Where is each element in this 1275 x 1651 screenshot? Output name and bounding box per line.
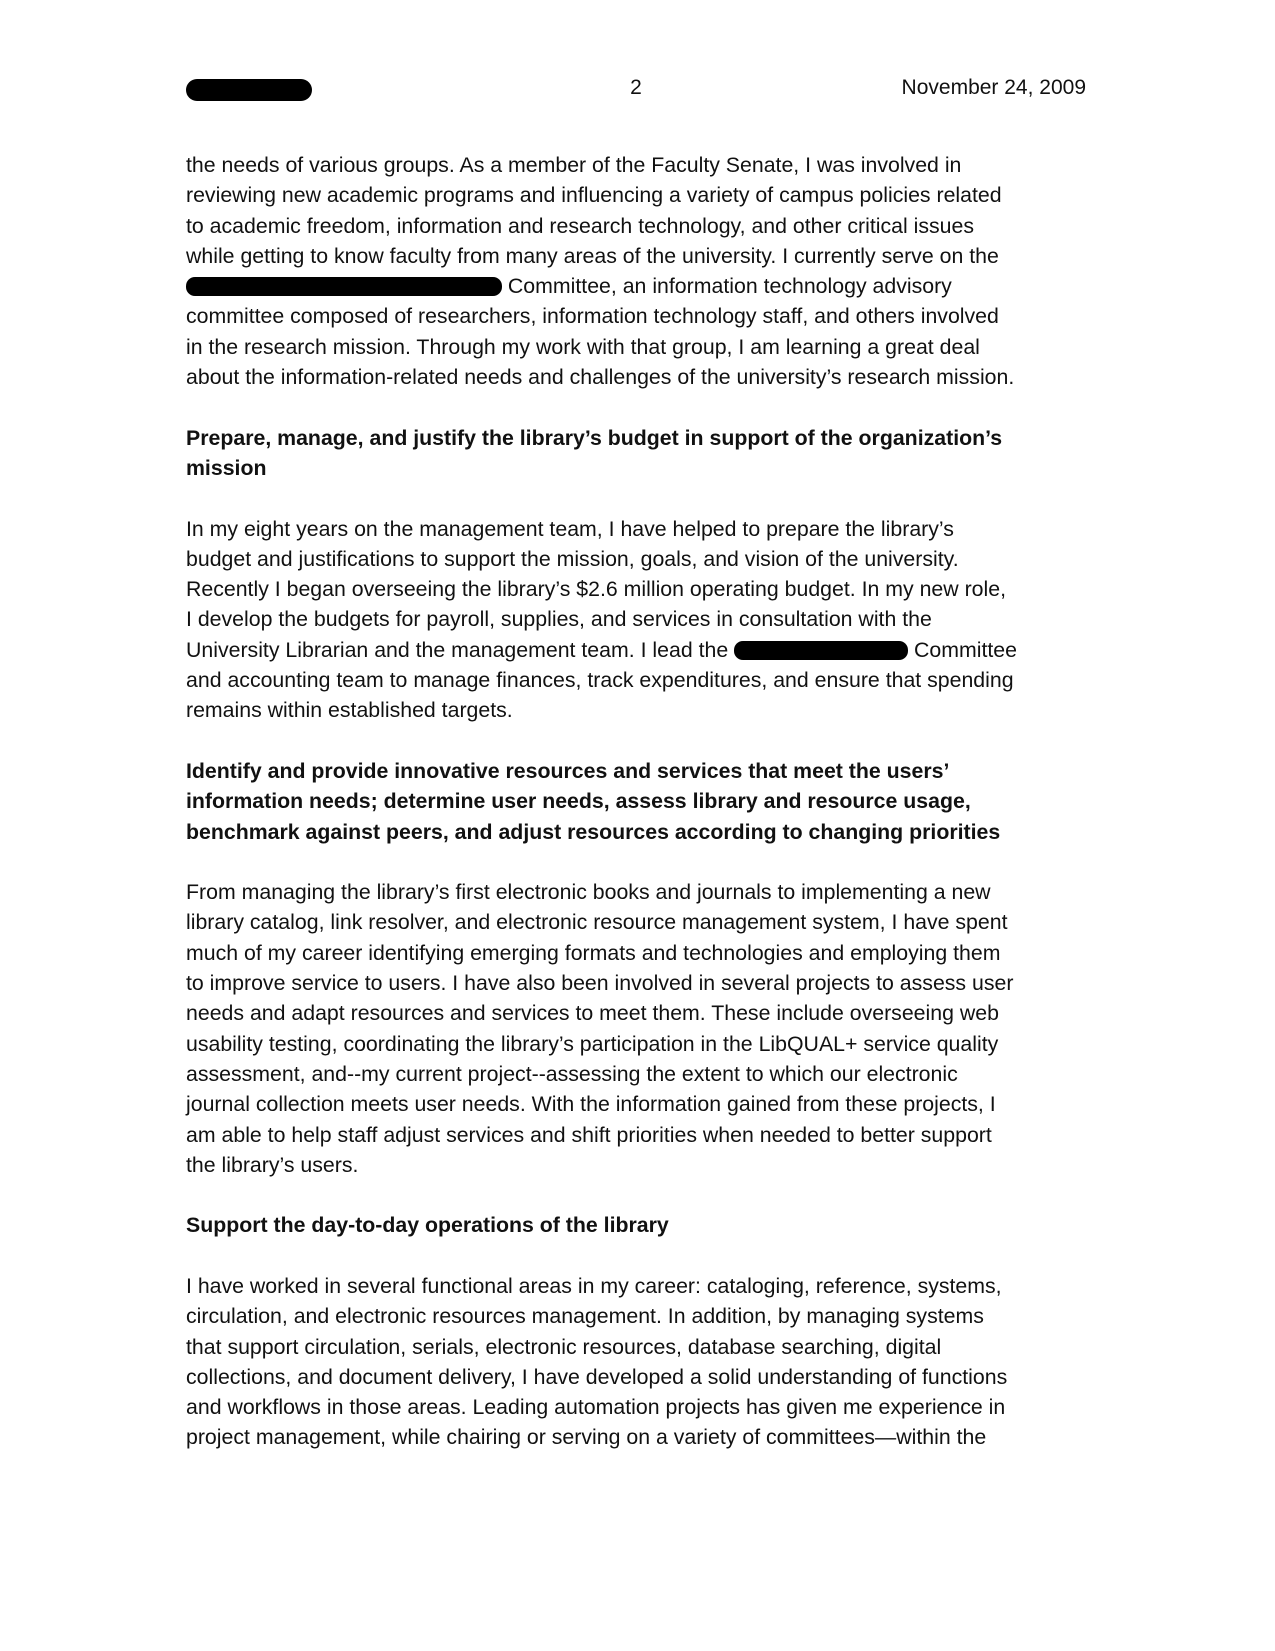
text-line: the needs of various groups. As a member of the Faculty Senate, I was involved in (186, 153, 962, 177)
section-heading-operations (186, 1210, 1086, 1240)
text-line: and accounting team to manage finances, track expenditures, and ensure that spending (186, 668, 1014, 693)
text-line: Recently I began overseeing the library’s $2.6 million operating budget. In my new role, (186, 577, 1007, 602)
heading-line: Prepare, manage, and justify the library’s budget in support of the organization’s (186, 425, 1003, 450)
text-line: usability testing, coordinating the library’s participation in the LibQUAL+ service quality (186, 1031, 999, 1056)
text-line: assessment, and--my current project--assessing the extent to which our electronic (186, 1061, 958, 1086)
text-line: reviewing new academic programs and influencing a variety of campus policies related (186, 183, 1002, 208)
page-number: 2 (630, 76, 642, 99)
text-line (186, 271, 1086, 301)
text-line (186, 635, 1086, 665)
text-line: in the research mission. Through my work with that group, I am learning a great deal (186, 334, 980, 359)
text-line: project management, while chairing or serving on a variety of committees—within the (186, 1425, 987, 1450)
heading-line: mission (186, 455, 267, 480)
text-fragment: University Librarian and the management team. I lead the (186, 637, 735, 662)
text-line: needs and adapt resources and services to meet them. These include overseeing web (186, 1001, 999, 1026)
text-line: while getting to know faculty from many areas of the university. I currently serve on the (186, 243, 999, 268)
heading-line: benchmark against peers, and adjust resources according to changing priorities (186, 819, 1001, 844)
text-line: remains within established targets. (186, 698, 513, 723)
paragraph-operations (186, 1271, 1086, 1453)
text-line: I have worked in several functional areas in my career: cataloging, reference, systems, (186, 1273, 1002, 1298)
redacted-committee-name (186, 277, 502, 296)
text-fragment: Committee, an information technology advisory (502, 274, 952, 299)
text-line: to improve service to users. I have also been involved in several projects to assess user (186, 971, 1014, 996)
text-line: collections, and document delivery, I have developed a solid understanding of functions (186, 1364, 1008, 1389)
text-line: the library’s users. (186, 1152, 359, 1177)
paragraph-budget (186, 514, 1086, 726)
text-line: From managing the library’s first electronic books and journals to implementing a new (186, 880, 991, 905)
section-heading-budget (186, 423, 1086, 484)
text-line: I develop the budgets for payroll, supplies, and services in consultation with the (186, 607, 932, 632)
text-line: committee composed of researchers, information technology staff, and others involved (186, 304, 999, 329)
text-line: to academic freedom, information and research technology, and other critical issues (186, 213, 974, 238)
section-heading-resources (186, 756, 1086, 847)
text-fragment: Committee (908, 637, 1017, 662)
text-line: library catalog, link resolver, and electronic resource management system, I have spent (186, 910, 1008, 935)
paragraph-faculty-senate (186, 150, 1086, 392)
document-body (186, 150, 1086, 1453)
text-line: that support circulation, serials, electronic resources, database searching, digital (186, 1334, 942, 1359)
text-line: about the information-related needs and challenges of the university’s research mission. (186, 365, 1015, 390)
redacted-committee-name (734, 641, 908, 660)
text-line: budget and justifications to support the mission, goals, and vision of the university. (186, 546, 959, 571)
text-line: am able to help staff adjust services and shift priorities when needed to better support (186, 1122, 992, 1147)
heading-line: Support the day-to-day operations of the library (186, 1213, 669, 1238)
text-line: and workflows in those areas. Leading automation projects has given me experience in (186, 1395, 1006, 1420)
text-line: In my eight years on the management team, I have helped to prepare the library’s (186, 516, 954, 541)
header-date: November 24, 2009 (901, 76, 1086, 99)
paragraph-resources (186, 877, 1086, 1180)
heading-line: information needs; determine user needs, assess library and resource usage, (186, 789, 971, 814)
heading-line: Identify and provide innovative resources and services that meet the users’ (186, 758, 950, 783)
text-line: journal collection meets user needs. With the information gained from these projects, I (186, 1092, 996, 1117)
text-line: much of my career identifying emerging formats and technologies and employing them (186, 940, 1001, 965)
page-header (186, 76, 1086, 106)
text-line: circulation, and electronic resources management. In addition, by managing systems (186, 1304, 984, 1329)
